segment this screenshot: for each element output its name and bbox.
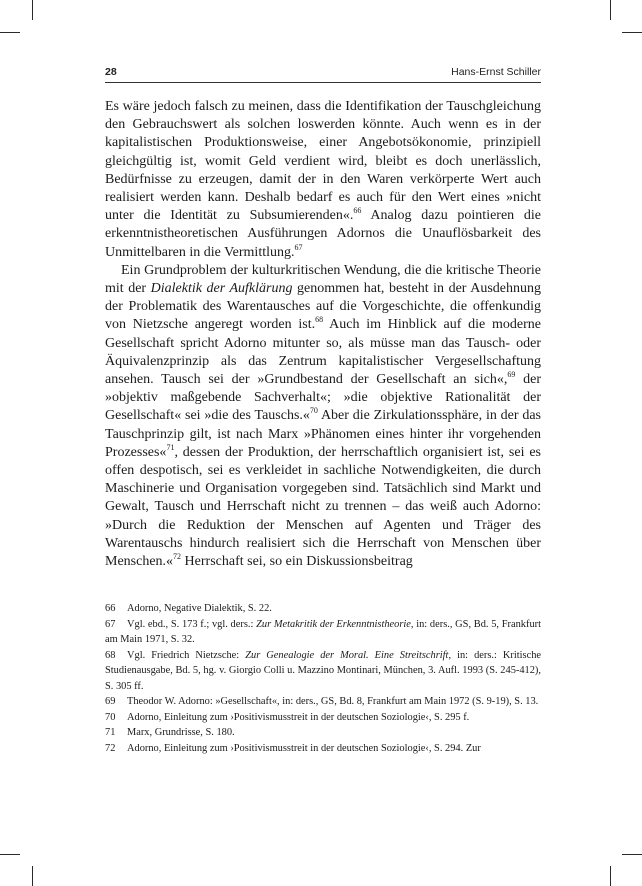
footnote-72 bbox=[105, 741, 541, 757]
text-run: , dessen der Produktion, der herrschaftlich organisiert ist, sei es offen despotisch, sei es verkleidet in sachliche Notwendigkeiten, die durch Maschinerie und Organisation vorgegeben sind. Tatsächlich sind Markt und Gewalt, Tausch und Herrschaft nicht zu trennen – das weiß auch Adorno: »Durch die Reduktion der Menschen auf Agenten und Träger des Warentauschs hindurch realisiert sich die Herrschaft von Menschen über Menschen.« bbox=[105, 444, 541, 570]
text-run: Adorno, Einleitung zum ›Positivismusstreit in der deutschen Soziologie‹, S. 294. Zur bbox=[127, 742, 481, 754]
footnote-ref: 66 bbox=[353, 206, 362, 216]
italic-title: Zur Metakritik der Erkenntnistheorie bbox=[256, 618, 411, 630]
crop-mark bbox=[0, 32, 20, 33]
footnote-70 bbox=[105, 710, 541, 726]
paragraph bbox=[105, 262, 541, 571]
footnote-number: 72 bbox=[105, 742, 116, 754]
text-run: , in: ders., GS, Bd. 5, Frankfurt am Main 1971, S. 32. bbox=[105, 618, 541, 645]
text-run: Es wäre jedoch falsch zu meinen, dass die Identifikation der Tauschgleichung den Gebrauchswert als solchen loswerden könnte. Auch wenn es in der kapitalistischen Produktionsweise, einer Angebotsökonomie, prinzipiell gleichgültig ist, womit Geld verdient wird, bleibt es doch unerlässlich, Bedürfnisse zu erzeugen, damit der in den Waren verkörperte Wert auch realisiert werden kann. Deshalb bedarf es auch für den Wert eines »nicht unter die Identität zu Subsumierenden«. bbox=[105, 99, 541, 224]
footnote-71 bbox=[105, 725, 541, 741]
crop-mark bbox=[32, 866, 33, 886]
footnotes bbox=[105, 601, 541, 756]
crop-mark bbox=[32, 0, 33, 20]
crop-mark bbox=[0, 854, 20, 855]
crop-mark bbox=[622, 32, 642, 33]
footnote-ref: 72 bbox=[173, 552, 182, 562]
body-text bbox=[105, 98, 541, 571]
text-run: , in: ders.: Kritische Studienausgabe, Bd. 5, hg. v. Giorgio Colli u. Mazzino Montinari, München, 3. Aufl. 1993 (S. 245-412), S. 305 ff. bbox=[105, 649, 541, 692]
text-run: Auch im Hinblick auf die moderne Gesellschaft spricht Adorno mitunter so, als müsse man das Tausch- oder Äquivalenzprinzip als das Zentrum kapitalistischer Vergesellschaftung ansehen. Tausch sei der »Grundbestand der Gesellschaft an sich«, bbox=[105, 317, 541, 388]
footnote-number: 68 bbox=[105, 649, 116, 661]
text-run: Aber die Zirkulationssphäre, in der das Tauschprinzip gilt, ist nach Marx »Phänomen eines hinter ihr vorgehenden Prozesses« bbox=[105, 408, 541, 460]
italic-title: Zur Genealogie der Moral. Eine Streitschrift bbox=[245, 649, 449, 661]
text-run: Theodor W. Adorno: »Gesellschaft«, in: ders., GS, Bd. 8, Frankfurt am Main 1972 (S. 9-19), S. 13. bbox=[127, 696, 539, 707]
footnote-ref: 68 bbox=[315, 315, 324, 325]
text-run: Analog dazu pointieren die erkenntnistheoretischen Ausführungen Adornos die Unauflösbarkeit des Unmittelbaren in die Vermittlung. bbox=[105, 208, 541, 260]
paragraph bbox=[105, 98, 541, 262]
footnote-number: 71 bbox=[105, 727, 116, 738]
footnote-66 bbox=[105, 601, 541, 617]
footnote-67 bbox=[105, 617, 541, 648]
crop-mark bbox=[622, 854, 642, 855]
text-run: der »objektiv maßgebende Sachverhalt«; »die objektive Rationalität der Gesellschaft« sei »die des Tauschs.« bbox=[105, 372, 541, 424]
header-rule bbox=[105, 82, 541, 83]
footnote-number: 69 bbox=[105, 696, 116, 707]
text-run: Vgl. Friedrich Nietzsche: bbox=[127, 649, 246, 661]
text-run: Herrschaft sei, so ein Diskussionsbeitrag bbox=[181, 554, 413, 570]
italic-title: Dialektik der Aufklärung bbox=[150, 281, 293, 297]
text-run: Adorno, Negative Dialektik, S. 22. bbox=[127, 603, 272, 614]
crop-mark bbox=[610, 0, 611, 20]
text-run: Ein Grundproblem der kulturkritischen Wendung, die die kritische Theorie mit der bbox=[105, 262, 541, 297]
text-run: Marx, Grundrisse, S. 180. bbox=[127, 727, 235, 738]
footnote-ref: 67 bbox=[294, 242, 303, 252]
text-run: Adorno, Einleitung zum ›Positivismusstreit in der deutschen Soziologie‹, S. 295 f. bbox=[127, 711, 470, 723]
crop-mark bbox=[610, 866, 611, 886]
running-head-author: Hans-Ernst Schiller bbox=[451, 66, 541, 78]
page-number: 28 bbox=[105, 66, 117, 78]
footnote-number: 66 bbox=[105, 603, 116, 614]
footnote-ref: 70 bbox=[309, 406, 318, 416]
footnote-ref: 69 bbox=[507, 370, 516, 380]
footnote-number: 70 bbox=[105, 711, 116, 723]
text-run: genommen hat, besteht in der Ausdehnung der Problematik des Warentausches auf die Vorgeschichte, die offenkundig von Nietzsche angeregt worden ist. bbox=[105, 281, 542, 333]
footnote-number: 67 bbox=[105, 618, 116, 630]
footnote-69 bbox=[105, 694, 541, 710]
footnote-ref: 71 bbox=[166, 442, 175, 452]
text-run: Vgl. ebd., S. 173 f.; vgl. ders.: bbox=[127, 618, 257, 630]
footnote-68 bbox=[105, 648, 541, 695]
running-header bbox=[105, 66, 541, 78]
